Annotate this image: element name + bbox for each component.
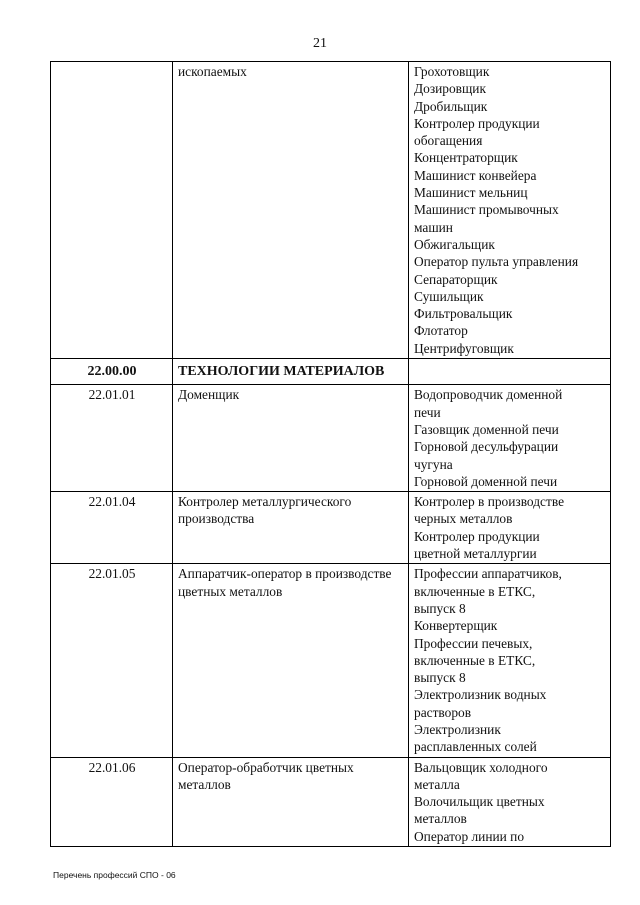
professions-cell [409,564,611,757]
profession-line: печи [414,404,441,420]
profession-line: Горновой десульфурации [414,439,559,455]
profession-line: металлов [414,811,467,827]
profession-line: Электролизник [414,721,501,737]
profession-line: Профессии печевых, [414,635,533,651]
professions-cell [409,757,611,846]
profession-line: обогащения [414,133,483,149]
code-cell: 22.01.04 [51,492,173,564]
table-row [51,385,611,492]
profession-line: Вальцовщик холодного [414,759,548,775]
profession-line: Центрифуговщик [414,340,514,356]
professions-cell [409,492,611,564]
profession-line: включенные в ЕТКС, [414,583,536,599]
profession-line: Машинист конвейера [414,167,537,183]
profession-line: Оператор линии по [414,828,525,844]
profession-line: Дробильщик [414,98,488,114]
code-cell: 22.00.00 [51,359,173,385]
code-cell: 22.01.05 [51,564,173,757]
profession-line: Контролер продукции [414,115,540,131]
table-row [51,62,611,359]
profession-line: Сепараторщик [414,271,498,287]
table-row [51,757,611,846]
profession-line: Обжигальщик [414,236,495,252]
profession-line: Грохотовщик [414,64,490,79]
section-row [51,359,611,385]
table-row [51,492,611,564]
profession-line: выпуск 8 [414,600,466,616]
profession-line: металла [414,776,460,792]
profession-line: Машинист мельниц [414,185,528,201]
profession-line: Контролер продукции [414,528,540,544]
profession-line: Дозировщик [414,81,486,97]
profession-line: Сушильщик [414,288,484,304]
profession-line: машин [414,219,453,235]
name-cell: Контролер металлургического производства [173,492,409,564]
profession-line: Машинист промывочных [414,202,559,218]
profession-line: Концентраторщик [414,150,518,166]
code-cell: 22.01.06 [51,757,173,846]
profession-line: Газовщик доменной печи [414,421,559,437]
profession-line: включенные в ЕТКС, [414,652,536,668]
code-cell: 22.01.01 [51,385,173,492]
profession-line: Профессии аппаратчиков, [414,566,562,582]
profession-line: черных металлов [414,511,513,527]
name-cell: Аппаратчик-оператор в производстве цветных металлов [173,564,409,757]
profession-line: чугуна [414,456,453,472]
name-cell: ТЕХНОЛОГИИ МАТЕРИАЛОВ [173,359,409,385]
profession-line: выпуск 8 [414,670,466,686]
profession-line: Водопроводчик доменной [414,387,563,403]
profession-line: Оператор пульта управления [414,254,579,270]
professions-table [50,61,611,847]
professions-cell [409,359,611,385]
professions-cell [409,385,611,492]
profession-line: Волочильщик цветных [414,794,545,810]
professions-cell [409,62,611,359]
profession-line: Контролер в производстве [414,494,565,510]
name-cell: ископаемых [173,62,409,359]
profession-line: Конвертерщик [414,618,498,634]
footer-note: Перечень профессий СПО - 06 [53,870,176,880]
code-cell [51,62,173,359]
name-cell: Оператор-обработчик цветных металлов [173,757,409,846]
profession-line: Электролизник водных [414,687,547,703]
profession-line: Горновой доменной печи [414,473,558,489]
profession-line: Флотатор [414,323,468,339]
table-row [51,564,611,757]
profession-line: расплавленных солей [414,739,537,755]
name-cell: Доменщик [173,385,409,492]
profession-line: растворов [414,704,472,720]
profession-line: Фильтровальщик [414,306,513,322]
page-number: 21 [313,36,327,51]
profession-line: цветной металлургии [414,546,537,562]
